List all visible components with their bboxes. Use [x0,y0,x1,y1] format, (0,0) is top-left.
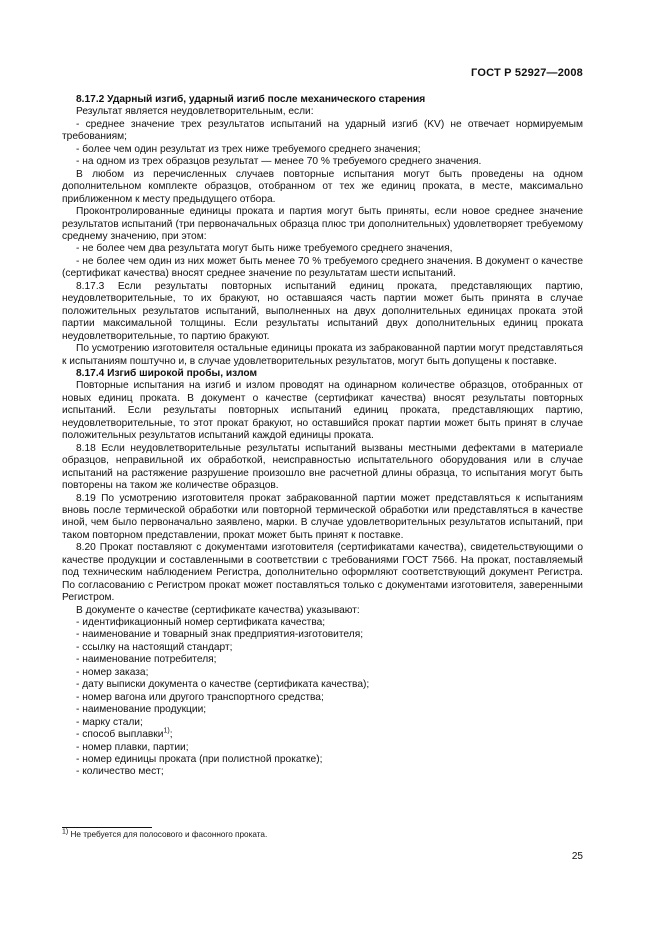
paragraph-text: 8.17.4 Изгиб широкой пробы, излом [76,367,258,379]
paragraph-text: - дату выписки документа о качестве (сертификата качества); [76,679,370,691]
paragraph [62,742,583,754]
document-body [62,94,583,779]
paragraph [62,766,583,778]
paragraph-text: Результат является неудовлетворительным, если: [76,106,314,118]
paragraph [62,679,583,691]
page-number: 25 [571,851,583,862]
paragraph-text: - номер заказа; [76,666,149,678]
paragraph [62,169,583,206]
paragraph-text: По усмотрению изготовителя остальные единицы проката из забракованной партии могут представляться к испытаниям поштучно и, в случае удовлетворительных результатов, могут быть допущены к поставке. [62,343,583,367]
paragraph-text: - номер вагона или другого транспортного средства; [76,691,324,703]
footnote-separator [62,827,152,828]
paragraph [62,629,583,641]
paragraph-text: - не более чем один из них может быть менее 70 % требуемого среднего значения. В документ о качестве (сертификат качества) вносят среднее значение по результатам шести испытаний. [62,255,583,280]
paragraph [62,754,583,766]
paragraph-text: 8.17.3 Если результаты повторных испытаний единиц проката, представляющих партию, неудовлетворительные, то их бракуют, но оставшаяся часть партии может быть принята в случае положительных результатов испытаний, выполненных на двух дополнительных единицах проката этой партии максимальной толщины. Если результаты испытаний двух дополнительных единиц проката неудовлетворительные, то партию бракуют. [62,280,583,342]
paragraph [62,256,583,281]
paragraph [62,156,583,168]
paragraph-text: 8.18 Если неудовлетворительные результаты испытаний вызваны местными дефектами в материале образцов, неправильной их обработкой, неисправностью испытательного оборудования или в случае испытаний на растяжение разрушение произошло вне расчетной длины образца, то испытания могут быть повторены на таком же количестве образцов. [62,442,583,492]
paragraph-text: - марку стали; [76,716,143,728]
document-header: ГОСТ Р 52927—2008 [471,67,583,79]
paragraph-text: В документе о качестве (сертификате качества) указывают: [76,604,360,616]
paragraph-text: 8.20 Прокат поставляют с документами изготовителя (сертификатами качества), свидетельствующими о качестве продукции и составленными в соответствии с требованиями ГОСТ 7566. На прокат, поставляемый под техническим наблюдением Регистра, дополнительно оформляют соответствующий документ Регистра. По согласованию с Регистром прокат может поставляться только с документами изготовителя, заверенными Регистром. [62,542,583,604]
paragraph-text: - количество мест; [76,766,164,778]
paragraph-text: - номер единицы проката (при полистной прокатке); [76,754,323,766]
paragraph-text: - способ выплавки [76,729,164,741]
paragraph [62,605,583,617]
section-heading [62,368,583,380]
paragraph [62,119,583,144]
paragraph [62,617,583,629]
paragraph-text: - наименование потребителя; [76,654,217,666]
paragraph [62,667,583,679]
paragraph-text: - не более чем два результата могут быть ниже требуемого среднего значения, [76,243,453,255]
paragraph [62,380,583,442]
paragraph [62,642,583,654]
paragraph-text: - идентификационный номер сертификата качества; [76,617,326,629]
paragraph-text: - более чем один результат из трех ниже требуемого среднего значения; [76,143,421,155]
paragraph [62,144,583,156]
paragraph [62,542,583,604]
footnote [62,830,267,839]
paragraph-text: - номер плавки, партии; [76,741,189,753]
paragraph-text: Повторные испытания на изгиб и излом проводят на одинарном количестве образцов, отобранных от новых единиц проката. В документ о качестве (сертификат качества) вносят результаты повторных испытаний. Если результаты повторных испытаний единиц проката, представляющих партию, неудовлетворительные, то этот прокат бракуют, но оставшийся прокат партии может быть принят в случае положительных результатов испытаний каждой единицы проката. [62,380,583,442]
paragraph [62,717,583,729]
paragraph-text: Проконтролированные единицы проката и партия могут быть приняты, если новое среднее значение результатов испытаний (три первоначальных образца плюс три дополнительных) удовлетворяет требуемому среднему значению, при этом: [62,206,583,242]
paragraph-text: - ссылку на настоящий стандарт; [76,641,233,653]
paragraph-text: - наименование и товарный знак предприятия-изготовителя; [76,629,364,641]
paragraph: - способ выплавки$^{1)}$; [76,727,173,741]
paragraph [62,106,583,118]
footnote-ref: 1) [163,727,170,735]
paragraph [62,654,583,666]
paragraph [62,206,583,243]
paragraph [62,281,583,343]
footnote-text: Не требуется для полосового и фасонного проката. [70,830,268,839]
paragraph-text: - среднее значение трех результатов испытаний на ударный изгиб (KV) не отвечает нормируемым требованиям; [62,118,583,143]
paragraph-text: 8.17.2 Ударный изгиб, ударный изгиб после механического старения [76,94,426,105]
paragraph-text: - на одном из трех образцов результат — менее 70 % требуемого среднего значения. [76,156,482,168]
paragraph-text: - наименование продукции; [76,704,207,716]
paragraph-text: 8.19 По усмотрению изготовителя прокат забракованной партии может представляться к испытаниям вновь после термической обработки или повторной термической обработки или представляться в качестве иной, чем было первоначально заявлено, марки. В случае удовлетворительных результатов испытаний, при таком повторном представлении, прокат может быть принят к поставке. [62,492,583,541]
paragraph [62,443,583,493]
paragraph [62,704,583,716]
paragraph-text: В любом из перечисленных случаев повторные испытания могут быть проведены на одном дополнительном комплекте образцов, отобранном от тех же единиц проката, в месте, максимально приближенном к месту предыдущего отбора. [62,168,583,205]
paragraph [62,493,583,543]
paragraph [62,343,583,368]
footnote-mark: 1) [62,828,69,836]
section-heading [62,94,583,106]
paragraph [62,243,583,255]
paragraph [62,692,583,704]
